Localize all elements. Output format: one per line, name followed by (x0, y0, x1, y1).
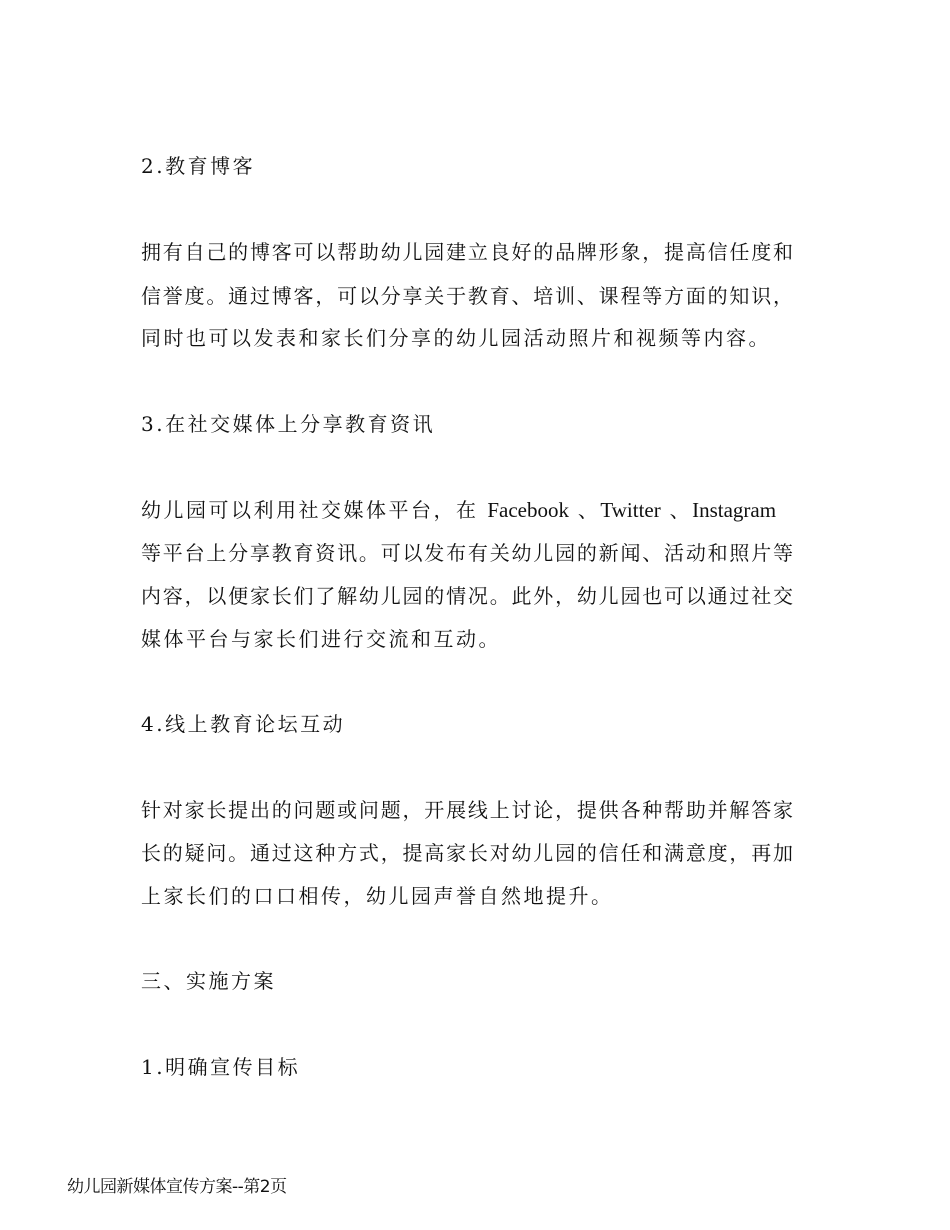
line-prefix: 幼儿园可以利用社交媒体平台，在 (141, 498, 488, 522)
section-heading-goals: 1.明确宣传目标 (141, 1055, 301, 1079)
section-heading-blog: 2.教育博客 (141, 154, 256, 178)
separator: 、 (569, 498, 601, 522)
paragraph-line: 信誉度。通过博客，可以分享关于教育、培训、课程等方面的知识， (141, 284, 793, 308)
paragraph-line-social-platforms (141, 497, 776, 523)
instagram-text: Instagram (692, 498, 777, 522)
section-heading-social-media: 3.在社交媒体上分享教育资讯 (141, 412, 436, 436)
twitter-text: Twitter (600, 498, 661, 522)
paragraph-line: 媒体平台与家长们进行交流和互动。 (141, 627, 501, 651)
paragraph-line: 长的疑问。通过这种方式，提高家长对幼儿园的信任和满意度，再加 (141, 841, 793, 865)
separator: 、 (660, 498, 693, 522)
paragraph-line: 上家长们的口口相传，幼儿园声誉自然地提升。 (141, 884, 614, 908)
facebook-text: Facebook (487, 498, 570, 522)
paragraph-line: 等平台上分享教育资讯。可以发布有关幼儿园的新闻、活动和照片等 (141, 541, 793, 565)
paragraph-line: 同时也可以发表和家长们分享的幼儿园活动照片和视频等内容。 (141, 326, 771, 350)
paragraph-line: 拥有自己的博客可以帮助幼儿园建立良好的品牌形象，提高信任度和 (141, 240, 793, 264)
section-heading-online-forum: 4.线上教育论坛互动 (141, 712, 346, 736)
paragraph-line: 针对家长提出的问题或问题，开展线上讨论，提供各种帮助并解答家 (141, 798, 793, 822)
paragraph-line: 内容，以便家长们了解幼儿园的情况。此外，幼儿园也可以通过社交 (141, 584, 793, 608)
part-heading-implementation: 三、实施方案 (141, 969, 276, 993)
page-footer: 幼儿园新媒体宣传方案--第2页 (67, 1177, 287, 1197)
